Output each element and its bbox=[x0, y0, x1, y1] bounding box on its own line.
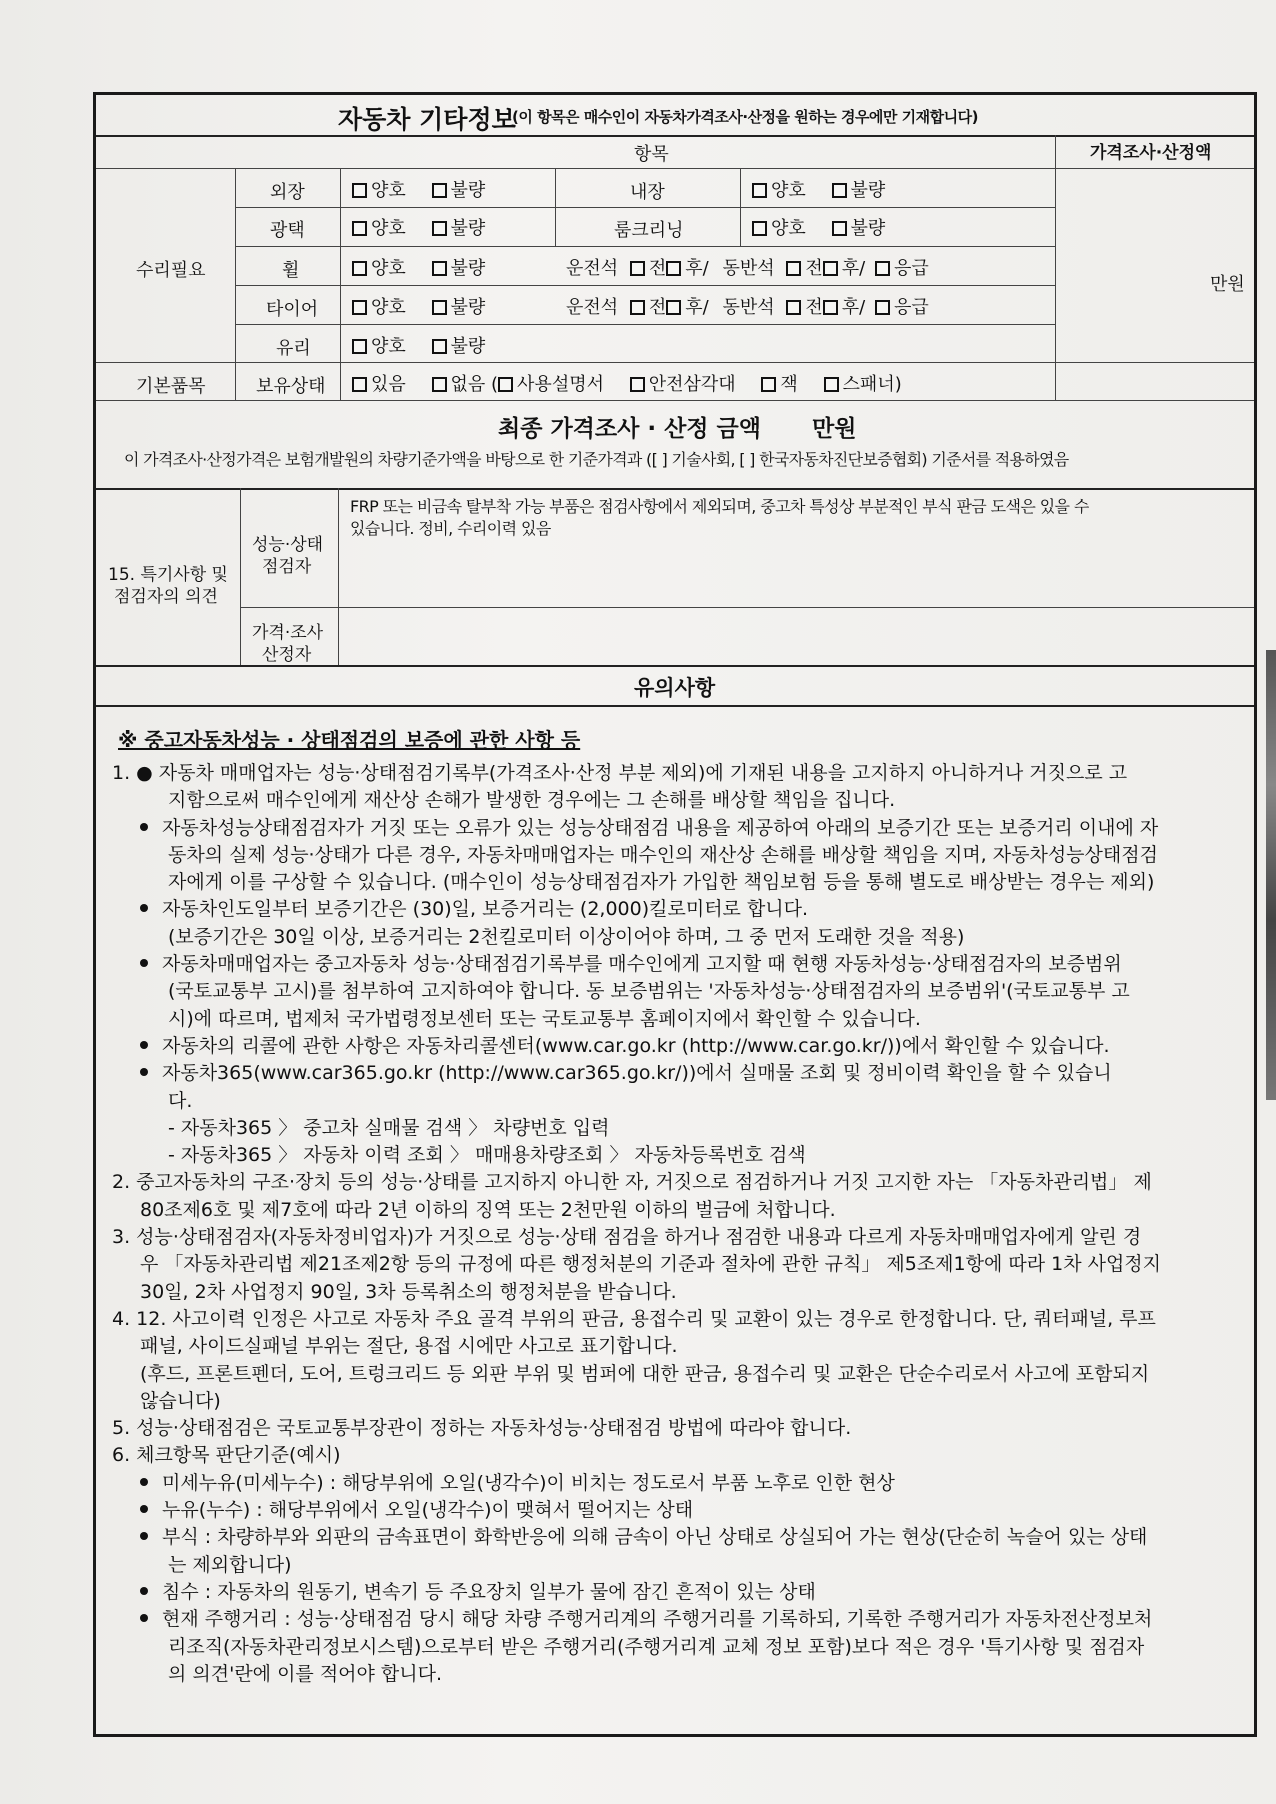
notice-title: 유의사항 bbox=[634, 676, 716, 700]
notice-line: 다. bbox=[168, 1089, 193, 1112]
checkbox-tire-driver-rear[interactable] bbox=[666, 300, 681, 315]
item-glass: 유리 bbox=[276, 338, 311, 359]
notice-body bbox=[112, 760, 1161, 1688]
checkbox-exterior-bad[interactable] bbox=[432, 183, 447, 198]
basic-items-label: 기본품목 bbox=[136, 376, 206, 397]
bullet-icon bbox=[140, 959, 148, 967]
notice-line: 현재 주행거리 : 성능·상태점검 당시 해당 차량 주행거리계의 주행거리를 기록하되, 기록한 주행거리가 자동차전산정보처 bbox=[162, 1608, 1153, 1631]
checkbox-tire-passenger-front[interactable] bbox=[786, 300, 801, 315]
item-interior: 내장 bbox=[630, 182, 665, 203]
checkbox-tire-driver-front[interactable] bbox=[630, 300, 645, 315]
bullet-icon bbox=[140, 1614, 148, 1622]
basic-options: 있음 없음 ( 사용설명서 안전삼각대 잭 스패너) bbox=[352, 370, 902, 396]
checkbox-wheel-passenger-front[interactable] bbox=[786, 261, 801, 276]
checkbox-polish-bad[interactable] bbox=[432, 221, 447, 236]
item-wheel: 휠 bbox=[282, 260, 300, 281]
appraiser-label-line2: 산정자 bbox=[262, 645, 312, 665]
notice-line: 4. 12. 사고이력 인정은 사고로 자동차 주요 골격 부위의 판금, 용접수리 및 교환이 있는 경우로 한정합니다. 단, 쿼터패널, 루프 bbox=[112, 1307, 1156, 1330]
checkbox-tire-bad[interactable] bbox=[432, 300, 447, 315]
notice-line: - 자동차365 〉 자동차 이력 조회 〉 매매용차량조회 〉 자동차등록번호 검색 bbox=[168, 1144, 806, 1167]
bullet-icon bbox=[140, 1587, 148, 1595]
adjacent-page-edge bbox=[1266, 650, 1276, 1100]
wheel-positions: 운전석 전 후/ 동반석 전 후/ 응급 bbox=[566, 258, 929, 279]
checkbox-jack[interactable] bbox=[761, 377, 776, 392]
checkbox-safety-triangle[interactable] bbox=[630, 377, 645, 392]
final-price-unit: 만원 bbox=[812, 416, 857, 442]
tire-options: 양호 불량 bbox=[352, 293, 485, 319]
notice-line: (국토교통부 고시)를 첨부하여 고지하여야 합니다. 동 보증범위는 '자동차성능·상태점검자의 보증범위'(국토교통부 고 bbox=[168, 980, 1130, 1003]
checkbox-basic-no[interactable] bbox=[432, 377, 447, 392]
col-header-price: 가격조사·산정액 bbox=[1090, 143, 1212, 163]
checkbox-wheel-good[interactable] bbox=[352, 261, 367, 276]
checkbox-room-cleaning-good[interactable] bbox=[752, 221, 767, 236]
notice-line: - 자동차365 〉 중고차 실매물 검색 〉 차량번호 입력 bbox=[168, 1116, 610, 1139]
item-room-cleaning: 룸크리닝 bbox=[614, 220, 684, 241]
checkbox-exterior-good[interactable] bbox=[352, 183, 367, 198]
notice-line: 자동차매매업자는 중고자동차 성능·상태점검기록부를 매수인에게 고지할 때 현행 자동차성능·상태점검자의 보증범위 bbox=[162, 953, 1122, 976]
section-subtitle: (이 항목은 매수인이 자동차가격조사·산정을 원하는 경우에만 기재합니다) bbox=[512, 108, 978, 126]
notice-line: 침수 : 자동차의 원동기, 변속기 등 주요장치 일부가 물에 잠긴 흔적이 있는 상태 bbox=[162, 1580, 816, 1603]
checkbox-wheel-emergency[interactable] bbox=[875, 261, 890, 276]
tire-positions: 운전석 전 후/ 동반석 전 후/ 응급 bbox=[566, 297, 929, 318]
checkbox-glass-bad[interactable] bbox=[432, 339, 447, 354]
notice-line: 자동차365(www.car365.go.kr (http://www.car365.go.kr/))에서 실매물 조회 및 정비이력 확인을 할 수 있습니 bbox=[162, 1062, 1112, 1085]
notice-line: 5. 성능·상태점검은 국토교통부장관이 정하는 자동차성능·상태점검 방법에 따라야 합니다. bbox=[112, 1417, 852, 1440]
notice-line: 동차의 실제 성능·상태가 다른 경우, 자동차매매업자는 매수인의 재산상 손해를 배상할 책임을 지며, 자동차성능상태점검 bbox=[168, 843, 1158, 866]
final-price-basis: 이 가격조사·산정가격은 보험개발원의 차량기준가액을 바탕으로 한 기준가격과 ([ ] 기술사회, [ ] 한국자동차진단보증협회) 기준서를 적용하였음 bbox=[124, 450, 1069, 469]
inspector-opinion-line2: 있습니다. 정비, 수리이력 있음 bbox=[350, 519, 551, 538]
inspector-opinion-line1: FRP 또는 비금속 탈부착 가능 부품은 점검사항에서 제외되며, 중고차 특성상 부분적인 부식 판금 도색은 있을 수 bbox=[350, 497, 1089, 516]
checkbox-wheel-passenger-rear[interactable] bbox=[823, 261, 838, 276]
notice-line: 않습니다) bbox=[140, 1389, 221, 1412]
notice-line: 미세누유(미세누수) : 해당부위에 오일(냉각수)이 비치는 정도로서 부품 노후로 인한 현상 bbox=[162, 1471, 895, 1494]
bullet-icon bbox=[140, 1532, 148, 1540]
section-title: 자동차 기타정보 bbox=[338, 105, 516, 134]
checkbox-wheel-driver-rear[interactable] bbox=[666, 261, 681, 276]
exterior-options: 양호 불량 bbox=[352, 176, 485, 202]
checkbox-room-cleaning-bad[interactable] bbox=[832, 221, 847, 236]
basic-status-label: 보유상태 bbox=[256, 376, 326, 397]
notice-line: 자동차인도일부터 보증기간은 (30)일, 보증거리는 (2,000)킬로미터로 합니다. bbox=[162, 898, 809, 921]
room-cleaning-options: 양호 불량 bbox=[752, 214, 885, 240]
notice-line: 시)에 따르며, 법제처 국가법령정보센터 또는 국토교통부 홈페이지에서 확인할 수 있습니다. bbox=[168, 1007, 921, 1030]
checkbox-spanner[interactable] bbox=[824, 377, 839, 392]
checkbox-tire-good[interactable] bbox=[352, 300, 367, 315]
repair-label: 수리필요 bbox=[136, 260, 206, 281]
notice-line: 는 제외합니다) bbox=[168, 1553, 292, 1576]
checkbox-tire-passenger-rear[interactable] bbox=[823, 300, 838, 315]
notice-line: 리조직(자동차관리정보시스템)으로부터 받은 주행거리(주행거리계 교체 정보 포함)보다 적은 경우 '특기사항 및 점검자 bbox=[168, 1635, 1145, 1658]
price-unit: 만원 bbox=[1210, 274, 1245, 295]
checkbox-tire-emergency[interactable] bbox=[875, 300, 890, 315]
item-exterior: 외장 bbox=[270, 182, 305, 203]
notice-line: 80조제6호 및 제7호에 따라 2년 이하의 징역 또는 2천만원 이하의 벌금에 처합니다. bbox=[140, 1198, 836, 1221]
notice-line: 30일, 2차 사업정지 90일, 3차 등록취소의 행정처분을 받습니다. bbox=[140, 1280, 677, 1303]
bullet-icon bbox=[140, 1068, 148, 1076]
notice-line: 2. 중고자동차의 구조·장치 등의 성능·상태를 고지하지 아니한 자, 거짓으로 점검하거나 거짓 고지한 자는 「자동차관리법」 제 bbox=[112, 1171, 1152, 1194]
checkbox-basic-yes[interactable] bbox=[352, 377, 367, 392]
bullet-icon bbox=[140, 1041, 148, 1049]
notice-line: 6. 체크항목 판단기준(예시) bbox=[112, 1444, 341, 1467]
checkbox-interior-good[interactable] bbox=[752, 183, 767, 198]
bullet-icon bbox=[140, 904, 148, 912]
col-header-item: 항목 bbox=[634, 144, 669, 165]
glass-options: 양호 불량 bbox=[352, 332, 485, 358]
polish-options: 양호 불량 bbox=[352, 214, 485, 240]
checkbox-interior-bad[interactable] bbox=[832, 183, 847, 198]
inspector-label-line2: 점검자 bbox=[262, 557, 312, 577]
notice-line: 1. ● 자동차 매매업자는 성능·상태점검기록부(가격조사·산정 부분 제외)에 기재된 내용을 고지하지 아니하거나 거짓으로 고 bbox=[112, 762, 1128, 784]
notice-line: (후드, 프론트펜더, 도어, 트렁크리드 등 외판 부위 및 범퍼에 대한 판금, 용접수리 및 교환은 단순수리로서 사고에 포함되지 bbox=[140, 1362, 1150, 1385]
wheel-options: 양호 불량 bbox=[352, 254, 485, 280]
notice-line: 누유(누수) : 해당부위에서 오일(냉각수)이 맺혀서 떨어지는 상태 bbox=[162, 1499, 694, 1522]
notice-line: 자동차의 리콜에 관한 사항은 자동차리콜센터(www.car.go.kr (http://www.car.go.kr/))에서 확인할 수 있습니다. bbox=[162, 1034, 1110, 1057]
notice-line: 3. 성능·상태점검자(자동차정비업자)가 거짓으로 성능·상태 점검을 하거나 점검한 내용과 다르게 자동차매매업자에게 알린 경 bbox=[112, 1226, 1142, 1249]
bullet-icon bbox=[140, 1478, 148, 1486]
checkbox-glass-good[interactable] bbox=[352, 339, 367, 354]
notice-line: 자동차성능상태점검자가 거짓 또는 오류가 있는 성능상태점검 내용을 제공하여 아래의 보증기간 또는 보증거리 이내에 자 bbox=[162, 816, 1159, 839]
inspector-label-line1: 성능·상태 bbox=[252, 535, 324, 555]
final-price-label: 최종 가격조사 · 산정 금액 bbox=[498, 416, 761, 442]
checkbox-manual[interactable] bbox=[498, 377, 513, 392]
item-polish: 광택 bbox=[270, 220, 305, 241]
notice-heading: ※ 중고자동차성능 · 상태점검의 보증에 관한 사항 등 bbox=[118, 728, 581, 752]
notice-line: 패널, 사이드실패널 부위는 절단, 용접 시에만 사고로 표기합니다. bbox=[140, 1335, 678, 1358]
notice-line: 의 의견'란에 이를 적어야 합니다. bbox=[168, 1662, 443, 1685]
remarks-label-line2: 점검자의 의견 bbox=[114, 587, 218, 607]
checkbox-wheel-bad[interactable] bbox=[432, 261, 447, 276]
checkbox-wheel-driver-front[interactable] bbox=[630, 261, 645, 276]
notice-line: 지함으로써 매수인에게 재산상 손해가 발생한 경우에는 그 손해를 배상할 책임을 집니다. bbox=[168, 789, 896, 812]
remarks-label-line1: 15. 특기사항 및 bbox=[108, 565, 228, 585]
checkbox-polish-good[interactable] bbox=[352, 221, 367, 236]
item-tire: 타이어 bbox=[266, 299, 319, 320]
bullet-icon bbox=[140, 823, 148, 831]
appraiser-label-line1: 가격·조사 bbox=[252, 623, 324, 643]
notice-line: 부식 : 차량하부와 외판의 금속표면이 화학반응에 의해 금속이 아닌 상태로 상실되어 가는 현상(단순히 녹슬어 있는 상태 bbox=[162, 1526, 1148, 1549]
notice-line: (보증기간은 30일 이상, 보증거리는 2천킬로미터 이상이어야 하며, 그 중 먼저 도래한 것을 적용) bbox=[168, 925, 965, 948]
bullet-icon bbox=[140, 1505, 148, 1513]
notice-line: 자에게 이를 구상할 수 있습니다. (매수인이 성능상태점검자가 가입한 책임보험 등을 통해 별도로 배상받는 경우는 제외) bbox=[168, 871, 1155, 894]
interior-options: 양호 불량 bbox=[752, 176, 885, 202]
notice-line: 우 「자동차관리법 제21조제2항 등의 규정에 따른 행정처분의 기준과 절차에 관한 규칙」 제5조제1항에 따라 1차 사업정지 bbox=[140, 1253, 1162, 1276]
